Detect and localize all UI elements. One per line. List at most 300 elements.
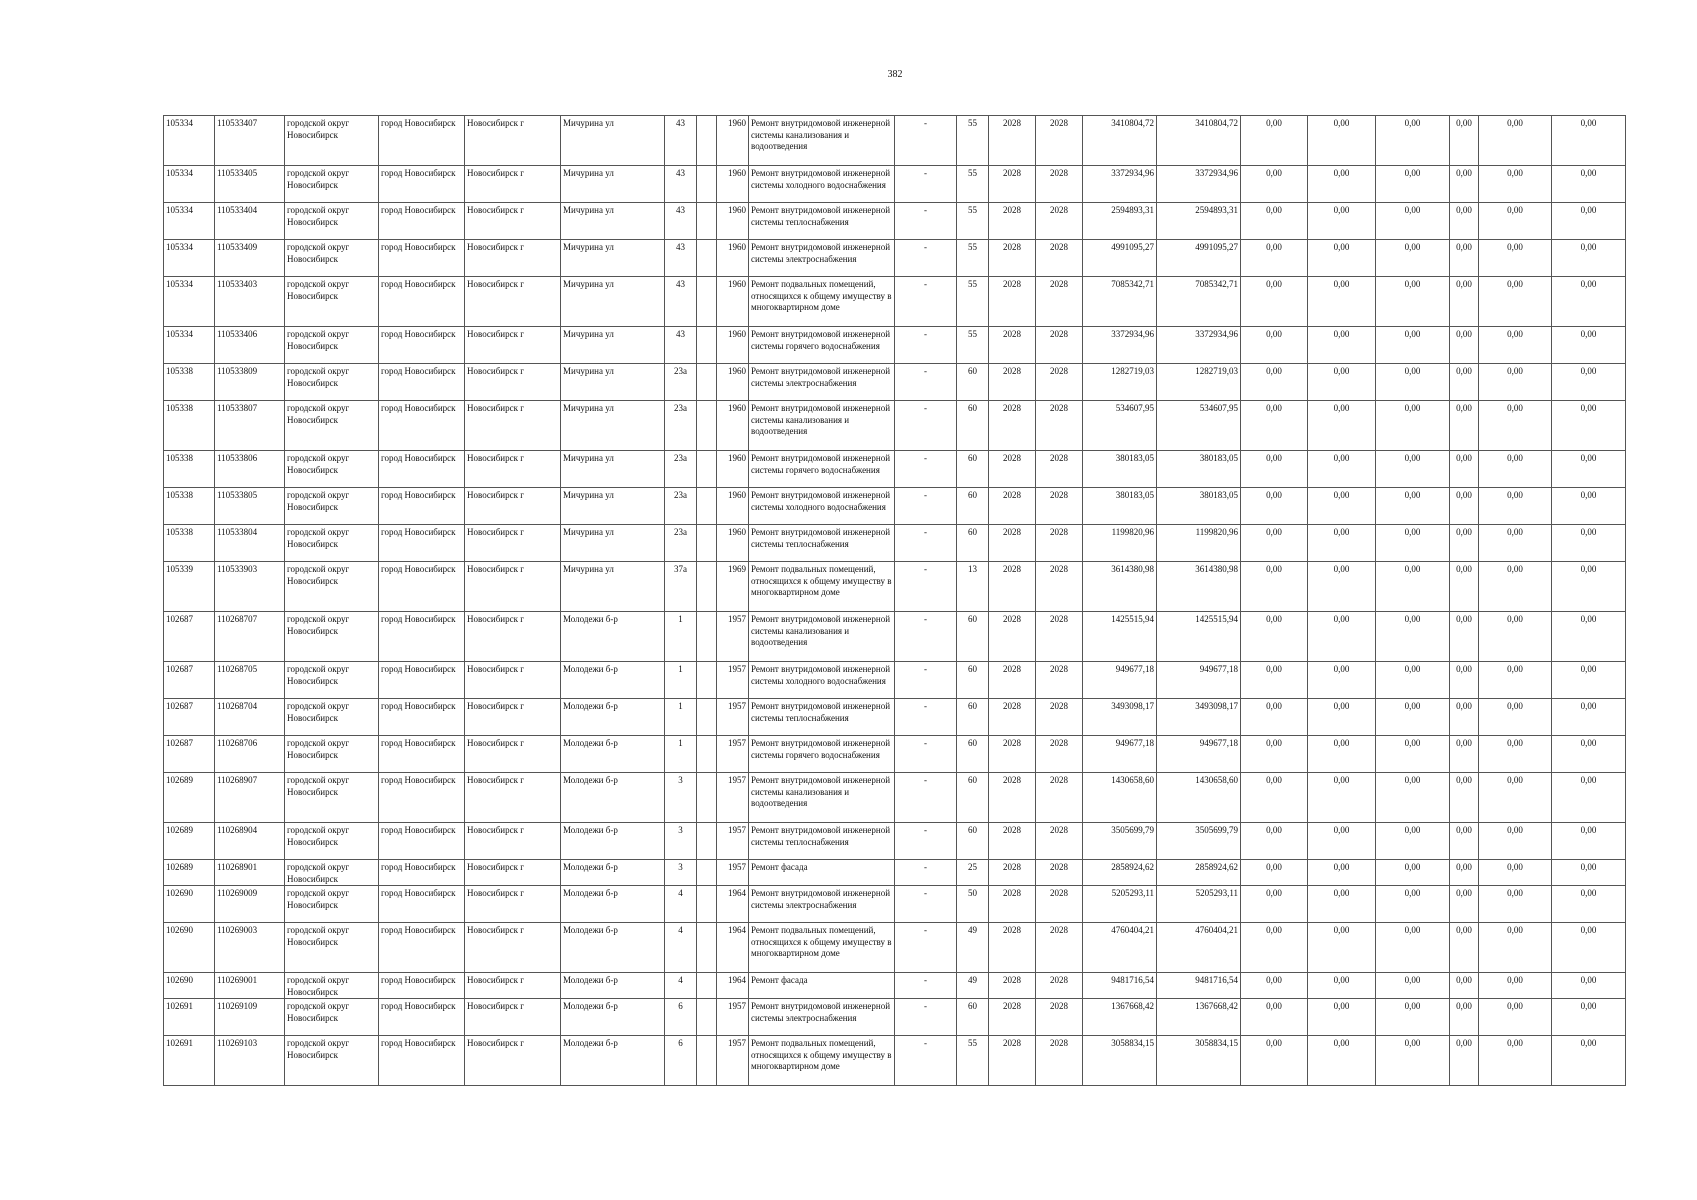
city-cell: Новосибирск г [465, 327, 561, 364]
amount-cell: 0,00 [1450, 327, 1479, 364]
amount-cell: 0,00 [1552, 662, 1626, 699]
work-code-cell: 110533804 [215, 525, 285, 562]
cost-cell: 380183,05 [1083, 488, 1157, 525]
register-body [164, 116, 1626, 1086]
amount-cell: 0,00 [1479, 736, 1552, 773]
table-row [164, 166, 1626, 203]
house-cell: 3 [665, 823, 697, 860]
house-cell: 4 [665, 886, 697, 923]
table-row [164, 401, 1626, 451]
amount-cell: 0,00 [1479, 525, 1552, 562]
dash-cell: - [895, 525, 957, 562]
amount-cell: 0,00 [1376, 662, 1450, 699]
settlement-cell: город Новосибирск [379, 612, 465, 662]
dash-cell: - [895, 923, 957, 973]
amount-cell: 0,00 [1376, 973, 1450, 999]
year-built-cell: 1957 [717, 736, 749, 773]
plan-year-cell: 2028 [989, 923, 1036, 973]
total-cost-cell: 1367668,42 [1157, 999, 1241, 1036]
amount-cell: 0,00 [1241, 401, 1308, 451]
settlement-cell: город Новосибирск [379, 886, 465, 923]
work-code-cell: 110269103 [215, 1036, 285, 1086]
settlement-cell: город Новосибирск [379, 525, 465, 562]
empty-cell [697, 973, 717, 999]
amount-cell: 0,00 [1308, 488, 1376, 525]
work-code-cell: 110533806 [215, 451, 285, 488]
house-cell: 3 [665, 860, 697, 886]
end-year-cell: 2028 [1036, 612, 1083, 662]
street-cell: Молодежи б-р [561, 923, 665, 973]
table-row [164, 823, 1626, 860]
street-cell: Молодежи б-р [561, 1036, 665, 1086]
table-row [164, 612, 1626, 662]
plan-year-cell: 2028 [989, 886, 1036, 923]
work-code-cell: 110533805 [215, 488, 285, 525]
amount-cell: 0,00 [1450, 860, 1479, 886]
amount-cell: 0,00 [1308, 525, 1376, 562]
house-cell: 43 [665, 327, 697, 364]
dash-cell: - [895, 736, 957, 773]
work-type-cell: Ремонт внутридомовой инженерной системы холодного водоснабжения [749, 662, 895, 699]
amount-cell: 0,00 [1308, 562, 1376, 612]
city-cell: Новосибирск г [465, 488, 561, 525]
amount-cell: 0,00 [1308, 401, 1376, 451]
record-id-cell: 105338 [164, 451, 215, 488]
year-built-cell: 1960 [717, 277, 749, 327]
record-id-cell: 102689 [164, 860, 215, 886]
city-cell: Новосибирск г [465, 662, 561, 699]
work-code-cell: 110268707 [215, 612, 285, 662]
district-cell: городской округ Новосибирск [285, 662, 379, 699]
end-year-cell: 2028 [1036, 525, 1083, 562]
street-cell: Молодежи б-р [561, 612, 665, 662]
amount-cell: 0,00 [1241, 773, 1308, 823]
table-row [164, 923, 1626, 973]
dash-cell: - [895, 203, 957, 240]
plan-year-cell: 2028 [989, 973, 1036, 999]
city-cell: Новосибирск г [465, 451, 561, 488]
amount-cell: 0,00 [1450, 240, 1479, 277]
end-year-cell: 2028 [1036, 886, 1083, 923]
amount-cell: 0,00 [1241, 277, 1308, 327]
end-year-cell: 2028 [1036, 562, 1083, 612]
end-year-cell: 2028 [1036, 736, 1083, 773]
amount-cell: 0,00 [1376, 562, 1450, 612]
end-year-cell: 2028 [1036, 999, 1083, 1036]
amount-cell: 0,00 [1241, 116, 1308, 166]
district-cell: городской округ Новосибирск [285, 612, 379, 662]
amount-cell: 0,00 [1479, 699, 1552, 736]
amount-cell: 0,00 [1308, 973, 1376, 999]
amount-cell: 0,00 [1376, 773, 1450, 823]
amount-cell: 0,00 [1308, 662, 1376, 699]
plan-year-cell: 2028 [989, 364, 1036, 401]
house-cell: 23а [665, 451, 697, 488]
end-year-cell: 2028 [1036, 166, 1083, 203]
amount-cell: 0,00 [1241, 525, 1308, 562]
amount-cell: 0,00 [1308, 999, 1376, 1036]
work-code-cell: 110533405 [215, 166, 285, 203]
amount-cell: 0,00 [1552, 277, 1626, 327]
record-id-cell: 105334 [164, 203, 215, 240]
plan-year-cell: 2028 [989, 860, 1036, 886]
amount-cell: 0,00 [1241, 488, 1308, 525]
house-cell: 1 [665, 662, 697, 699]
house-cell: 23а [665, 488, 697, 525]
city-cell: Новосибирск г [465, 773, 561, 823]
settlement-cell: город Новосибирск [379, 923, 465, 973]
settlement-cell: город Новосибирск [379, 327, 465, 364]
cost-cell: 3614380,98 [1083, 562, 1157, 612]
empty-cell [697, 612, 717, 662]
house-cell: 23а [665, 364, 697, 401]
district-cell: городской округ Новосибирск [285, 860, 379, 886]
year-built-cell: 1960 [717, 240, 749, 277]
settlement-cell: город Новосибирск [379, 773, 465, 823]
unit-count-cell: 13 [957, 562, 989, 612]
house-cell: 43 [665, 116, 697, 166]
plan-year-cell: 2028 [989, 116, 1036, 166]
street-cell: Молодежи б-р [561, 699, 665, 736]
record-id-cell: 102687 [164, 736, 215, 773]
work-type-cell: Ремонт внутридомовой инженерной системы электроснабжения [749, 886, 895, 923]
amount-cell: 0,00 [1552, 923, 1626, 973]
work-type-cell: Ремонт внутридомовой инженерной системы холодного водоснабжения [749, 488, 895, 525]
work-code-cell: 110533807 [215, 401, 285, 451]
district-cell: городской округ Новосибирск [285, 823, 379, 860]
street-cell: Мичурина ул [561, 401, 665, 451]
street-cell: Молодежи б-р [561, 773, 665, 823]
district-cell: городской округ Новосибирск [285, 277, 379, 327]
amount-cell: 0,00 [1241, 327, 1308, 364]
amount-cell: 0,00 [1308, 886, 1376, 923]
plan-year-cell: 2028 [989, 488, 1036, 525]
total-cost-cell: 1282719,03 [1157, 364, 1241, 401]
street-cell: Мичурина ул [561, 166, 665, 203]
empty-cell [697, 999, 717, 1036]
record-id-cell: 105334 [164, 116, 215, 166]
amount-cell: 0,00 [1241, 166, 1308, 203]
amount-cell: 0,00 [1376, 401, 1450, 451]
settlement-cell: город Новосибирск [379, 699, 465, 736]
dash-cell: - [895, 999, 957, 1036]
city-cell: Новосибирск г [465, 1036, 561, 1086]
record-id-cell: 102687 [164, 699, 215, 736]
house-cell: 43 [665, 277, 697, 327]
unit-count-cell: 55 [957, 277, 989, 327]
work-type-cell: Ремонт подвальных помещений, относящихся к общему имуществу в многоквартирном доме [749, 562, 895, 612]
work-code-cell: 110533407 [215, 116, 285, 166]
year-built-cell: 1960 [717, 203, 749, 240]
street-cell: Молодежи б-р [561, 973, 665, 999]
amount-cell: 0,00 [1552, 488, 1626, 525]
plan-year-cell: 2028 [989, 773, 1036, 823]
total-cost-cell: 380183,05 [1157, 488, 1241, 525]
work-type-cell: Ремонт внутридомовой инженерной системы холодного водоснабжения [749, 166, 895, 203]
table-row [164, 525, 1626, 562]
house-cell: 6 [665, 1036, 697, 1086]
dash-cell: - [895, 823, 957, 860]
empty-cell [697, 116, 717, 166]
settlement-cell: город Новосибирск [379, 973, 465, 999]
district-cell: городской округ Новосибирск [285, 364, 379, 401]
settlement-cell: город Новосибирск [379, 662, 465, 699]
cost-cell: 3372934,96 [1083, 166, 1157, 203]
empty-cell [697, 277, 717, 327]
dash-cell: - [895, 327, 957, 364]
total-cost-cell: 1430658,60 [1157, 773, 1241, 823]
unit-count-cell: 60 [957, 488, 989, 525]
amount-cell: 0,00 [1450, 364, 1479, 401]
work-code-cell: 110268901 [215, 860, 285, 886]
year-built-cell: 1957 [717, 823, 749, 860]
settlement-cell: город Новосибирск [379, 1036, 465, 1086]
amount-cell: 0,00 [1308, 699, 1376, 736]
amount-cell: 0,00 [1376, 999, 1450, 1036]
end-year-cell: 2028 [1036, 401, 1083, 451]
year-built-cell: 1960 [717, 451, 749, 488]
unit-count-cell: 25 [957, 860, 989, 886]
work-type-cell: Ремонт внутридомовой инженерной системы электроснабжения [749, 240, 895, 277]
city-cell: Новосибирск г [465, 886, 561, 923]
work-code-cell: 110269009 [215, 886, 285, 923]
dash-cell: - [895, 662, 957, 699]
settlement-cell: город Новосибирск [379, 488, 465, 525]
work-type-cell: Ремонт внутридомовой инженерной системы электроснабжения [749, 999, 895, 1036]
end-year-cell: 2028 [1036, 860, 1083, 886]
settlement-cell: город Новосибирск [379, 240, 465, 277]
year-built-cell: 1960 [717, 401, 749, 451]
amount-cell: 0,00 [1450, 823, 1479, 860]
settlement-cell: город Новосибирск [379, 562, 465, 612]
district-cell: городской округ Новосибирск [285, 886, 379, 923]
amount-cell: 0,00 [1552, 562, 1626, 612]
amount-cell: 0,00 [1479, 886, 1552, 923]
street-cell: Мичурина ул [561, 562, 665, 612]
unit-count-cell: 50 [957, 886, 989, 923]
table-row [164, 116, 1626, 166]
amount-cell: 0,00 [1479, 277, 1552, 327]
cost-cell: 534607,95 [1083, 401, 1157, 451]
amount-cell: 0,00 [1376, 364, 1450, 401]
amount-cell: 0,00 [1479, 773, 1552, 823]
unit-count-cell: 60 [957, 525, 989, 562]
work-code-cell: 110269003 [215, 923, 285, 973]
work-code-cell: 110268706 [215, 736, 285, 773]
cost-cell: 1199820,96 [1083, 525, 1157, 562]
amount-cell: 0,00 [1450, 973, 1479, 999]
record-id-cell: 105338 [164, 525, 215, 562]
page-number: 382 [887, 69, 903, 80]
plan-year-cell: 2028 [989, 240, 1036, 277]
amount-cell: 0,00 [1308, 773, 1376, 823]
amount-cell: 0,00 [1376, 327, 1450, 364]
city-cell: Новосибирск г [465, 973, 561, 999]
total-cost-cell: 3505699,79 [1157, 823, 1241, 860]
settlement-cell: город Новосибирск [379, 823, 465, 860]
total-cost-cell: 534607,95 [1157, 401, 1241, 451]
work-type-cell: Ремонт фасада [749, 973, 895, 999]
settlement-cell: город Новосибирск [379, 736, 465, 773]
end-year-cell: 2028 [1036, 203, 1083, 240]
amount-cell: 0,00 [1552, 327, 1626, 364]
district-cell: городской округ Новосибирск [285, 773, 379, 823]
cost-cell: 5205293,11 [1083, 886, 1157, 923]
amount-cell: 0,00 [1552, 451, 1626, 488]
amount-cell: 0,00 [1552, 773, 1626, 823]
district-cell: городской округ Новосибирск [285, 166, 379, 203]
cost-cell: 1282719,03 [1083, 364, 1157, 401]
amount-cell: 0,00 [1308, 923, 1376, 973]
empty-cell [697, 773, 717, 823]
amount-cell: 0,00 [1479, 203, 1552, 240]
district-cell: городской округ Новосибирск [285, 116, 379, 166]
unit-count-cell: 55 [957, 116, 989, 166]
amount-cell: 0,00 [1450, 488, 1479, 525]
work-code-cell: 110269109 [215, 999, 285, 1036]
dash-cell: - [895, 1036, 957, 1086]
amount-cell: 0,00 [1376, 240, 1450, 277]
unit-count-cell: 60 [957, 999, 989, 1036]
street-cell: Молодежи б-р [561, 860, 665, 886]
dash-cell: - [895, 773, 957, 823]
dash-cell: - [895, 364, 957, 401]
amount-cell: 0,00 [1450, 773, 1479, 823]
amount-cell: 0,00 [1376, 203, 1450, 240]
plan-year-cell: 2028 [989, 166, 1036, 203]
amount-cell: 0,00 [1450, 401, 1479, 451]
work-type-cell: Ремонт подвальных помещений, относящихся к общему имуществу в многоквартирном доме [749, 277, 895, 327]
cost-cell: 4991095,27 [1083, 240, 1157, 277]
table-row [164, 1036, 1626, 1086]
work-type-cell: Ремонт подвальных помещений, относящихся к общему имуществу в многоквартирном доме [749, 923, 895, 973]
cost-cell: 380183,05 [1083, 451, 1157, 488]
record-id-cell: 102689 [164, 823, 215, 860]
street-cell: Мичурина ул [561, 488, 665, 525]
empty-cell [697, 1036, 717, 1086]
record-id-cell: 102690 [164, 923, 215, 973]
street-cell: Мичурина ул [561, 364, 665, 401]
amount-cell: 0,00 [1450, 886, 1479, 923]
amount-cell: 0,00 [1450, 699, 1479, 736]
city-cell: Новосибирск г [465, 240, 561, 277]
street-cell: Молодежи б-р [561, 886, 665, 923]
amount-cell: 0,00 [1376, 886, 1450, 923]
total-cost-cell: 949677,18 [1157, 736, 1241, 773]
total-cost-cell: 3372934,96 [1157, 327, 1241, 364]
amount-cell: 0,00 [1241, 1036, 1308, 1086]
amount-cell: 0,00 [1450, 662, 1479, 699]
amount-cell: 0,00 [1479, 451, 1552, 488]
amount-cell: 0,00 [1308, 612, 1376, 662]
plan-year-cell: 2028 [989, 203, 1036, 240]
amount-cell: 0,00 [1552, 364, 1626, 401]
total-cost-cell: 4760404,21 [1157, 923, 1241, 973]
cost-cell: 2858924,62 [1083, 860, 1157, 886]
house-cell: 43 [665, 240, 697, 277]
amount-cell: 0,00 [1308, 277, 1376, 327]
amount-cell: 0,00 [1552, 886, 1626, 923]
street-cell: Мичурина ул [561, 451, 665, 488]
table-row [164, 277, 1626, 327]
amount-cell: 0,00 [1308, 1036, 1376, 1086]
settlement-cell: город Новосибирск [379, 203, 465, 240]
total-cost-cell: 3614380,98 [1157, 562, 1241, 612]
work-code-cell: 110268704 [215, 699, 285, 736]
year-built-cell: 1957 [717, 773, 749, 823]
plan-year-cell: 2028 [989, 612, 1036, 662]
house-cell: 43 [665, 203, 697, 240]
street-cell: Молодежи б-р [561, 662, 665, 699]
work-type-cell: Ремонт внутридомовой инженерной системы канализования и водоотведения [749, 116, 895, 166]
street-cell: Мичурина ул [561, 327, 665, 364]
table-row [164, 327, 1626, 364]
cost-cell: 4760404,21 [1083, 923, 1157, 973]
cost-cell: 3493098,17 [1083, 699, 1157, 736]
record-id-cell: 102690 [164, 973, 215, 999]
cost-cell: 1425515,94 [1083, 612, 1157, 662]
amount-cell: 0,00 [1552, 240, 1626, 277]
plan-year-cell: 2028 [989, 699, 1036, 736]
house-cell: 37а [665, 562, 697, 612]
total-cost-cell: 4991095,27 [1157, 240, 1241, 277]
amount-cell: 0,00 [1308, 327, 1376, 364]
street-cell: Мичурина ул [561, 203, 665, 240]
amount-cell: 0,00 [1479, 401, 1552, 451]
empty-cell [697, 203, 717, 240]
unit-count-cell: 60 [957, 773, 989, 823]
unit-count-cell: 49 [957, 973, 989, 999]
amount-cell: 0,00 [1450, 562, 1479, 612]
work-type-cell: Ремонт внутридомовой инженерной системы канализования и водоотведения [749, 612, 895, 662]
house-cell: 43 [665, 166, 697, 203]
amount-cell: 0,00 [1308, 203, 1376, 240]
amount-cell: 0,00 [1241, 562, 1308, 612]
work-type-cell: Ремонт внутридомовой инженерной системы канализования и водоотведения [749, 401, 895, 451]
end-year-cell: 2028 [1036, 923, 1083, 973]
district-cell: городской округ Новосибирск [285, 525, 379, 562]
amount-cell: 0,00 [1450, 203, 1479, 240]
end-year-cell: 2028 [1036, 364, 1083, 401]
unit-count-cell: 60 [957, 736, 989, 773]
city-cell: Новосибирск г [465, 166, 561, 203]
total-cost-cell: 5205293,11 [1157, 886, 1241, 923]
work-type-cell: Ремонт внутридомовой инженерной системы теплоснабжения [749, 525, 895, 562]
amount-cell: 0,00 [1450, 923, 1479, 973]
amount-cell: 0,00 [1241, 203, 1308, 240]
record-id-cell: 102689 [164, 773, 215, 823]
house-cell: 23а [665, 401, 697, 451]
amount-cell: 0,00 [1552, 203, 1626, 240]
house-cell: 1 [665, 736, 697, 773]
street-cell: Мичурина ул [561, 277, 665, 327]
work-code-cell: 110269001 [215, 973, 285, 999]
work-code-cell: 110268904 [215, 823, 285, 860]
city-cell: Новосибирск г [465, 823, 561, 860]
empty-cell [697, 451, 717, 488]
end-year-cell: 2028 [1036, 488, 1083, 525]
record-id-cell: 105338 [164, 488, 215, 525]
table-row [164, 699, 1626, 736]
amount-cell: 0,00 [1450, 999, 1479, 1036]
amount-cell: 0,00 [1450, 277, 1479, 327]
year-built-cell: 1957 [717, 860, 749, 886]
city-cell: Новосибирск г [465, 525, 561, 562]
amount-cell: 0,00 [1308, 823, 1376, 860]
amount-cell: 0,00 [1376, 451, 1450, 488]
year-built-cell: 1969 [717, 562, 749, 612]
end-year-cell: 2028 [1036, 1036, 1083, 1086]
